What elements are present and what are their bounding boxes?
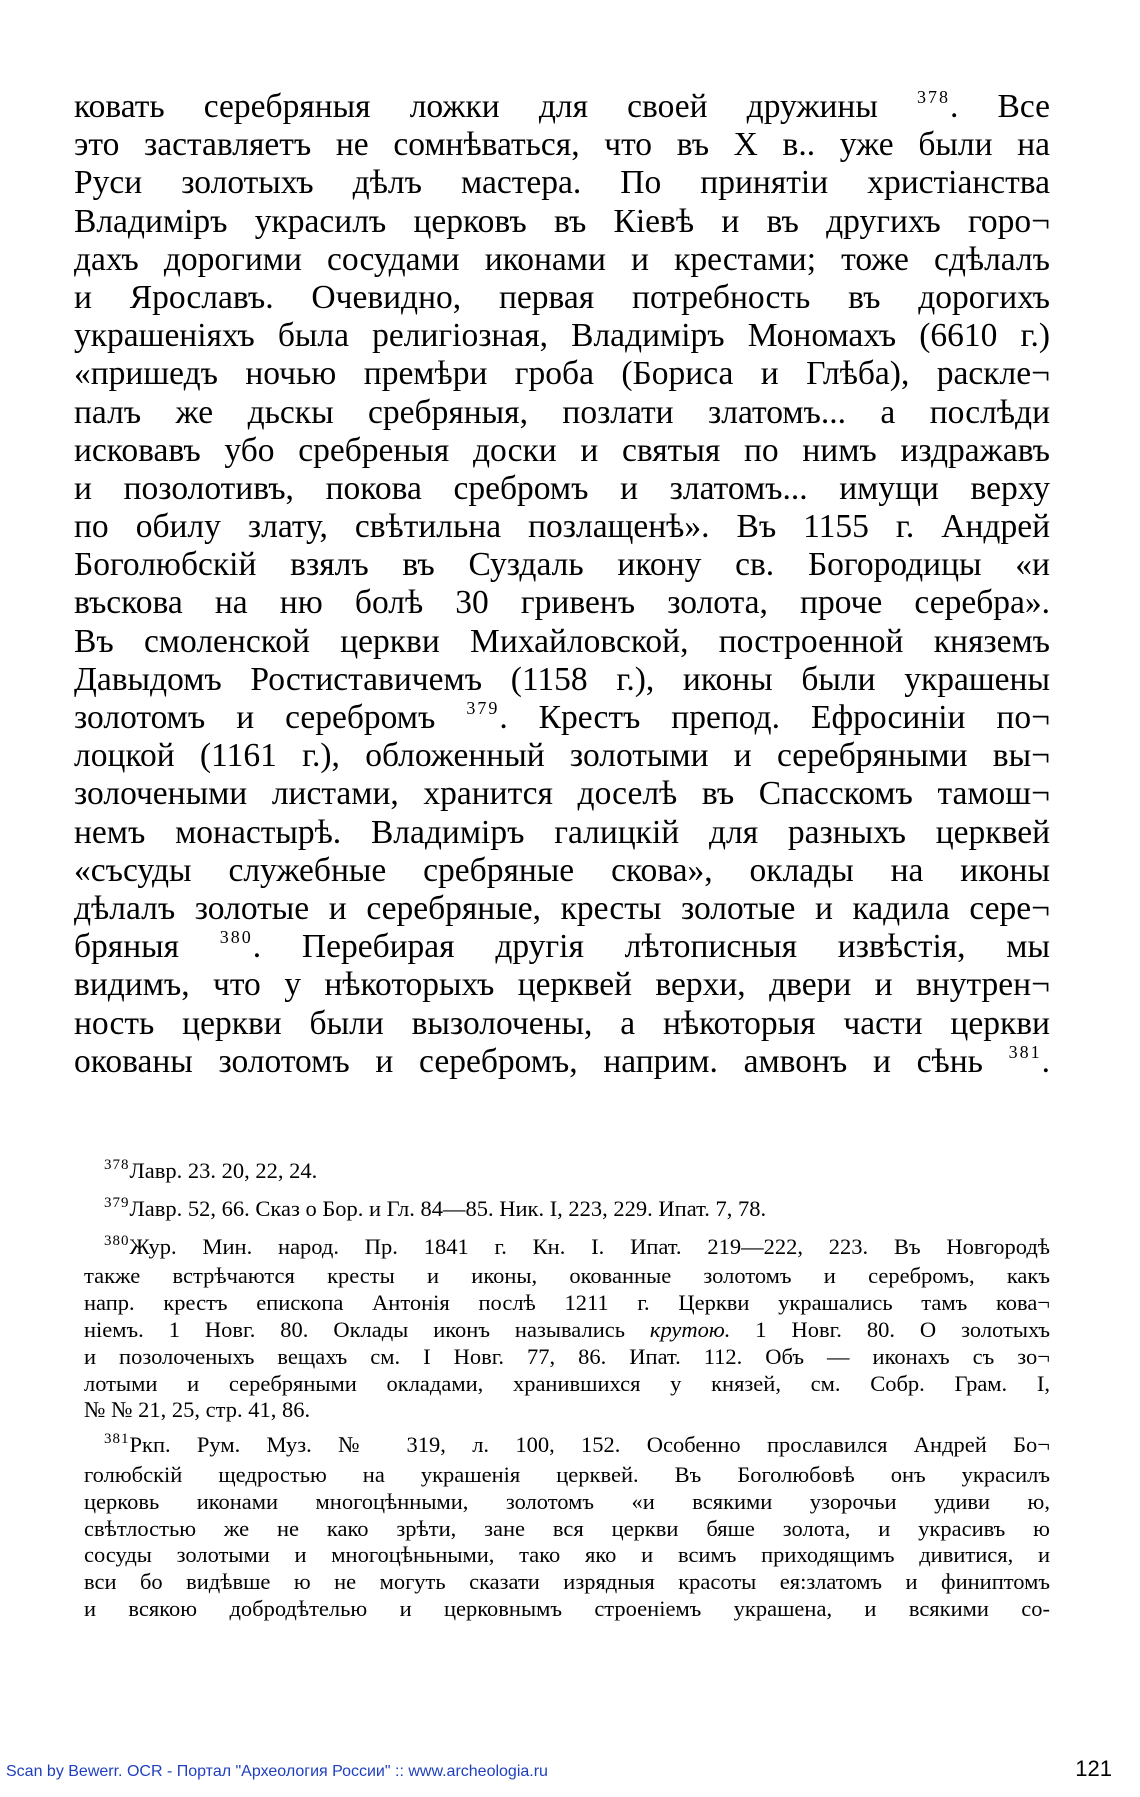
body-line: Владиміръ украсилъ церковъ въ Кіевѣ и въ другихъ горо¬ [74,202,1050,240]
body-line: видимъ, что у нѣкоторыхъ церквей верхи, двери и внутрен¬ [74,966,1050,1004]
body-line: по обилу злату, свѣтильна позлащенѣ». Въ 1155 г. Андрей [74,508,1050,546]
main-text [74,88,1050,1081]
body-line: въскова на ню болѣ 30 гривенъ золота, проче серебра». [74,584,1050,622]
body-line: Боголюбскій взялъ въ Суздаль икону св. Богородицы «и [74,546,1050,584]
footnotes [84,1158,1050,1631]
footnote-378: $^{378}$Лавр. 23. 20, 22, 24. [104,1157,318,1183]
footnote-ref-381[interactable]: 381 [1008,1041,1042,1062]
body-line: ковать серебряныя ложки для своей дружины $^{378}$. Все [74,87,1051,125]
footnote-number: 379 [104,1194,130,1211]
body-line: и Ярославъ. Очевидно, первая потребность въ дорогихъ [74,278,1050,316]
body-line: это заставляетъ не сомнѣваться, что въ X в.. уже были на [74,126,1050,164]
body-line: золочеными листами, хранится доселѣ въ Спасскомъ тамош¬ [74,775,1050,813]
body-line: Въ смоленской церкви Михайловской, построенной княземъ [74,622,1050,660]
footnote-ref-380[interactable]: 380 [219,927,253,948]
body-line: дахъ дорогими сосудами иконами и крестами; тоже сдѣлалъ [74,240,1050,278]
footnote-number: 380 [104,1232,130,1249]
body-line: немъ монастырѣ. Владиміръ галицкій для разныхъ церквей [74,813,1050,851]
body-line: бряныя $^{380}$. Перебирая другія лѣтописныя извѣстія, мы [74,927,1050,966]
body-line: «съсуды служебные сребряные скова», оклады на иконы [74,851,1050,889]
page-number: 121 [1075,1756,1112,1781]
body-line: лоцкой (1161 г.), обложенный золотыми и серебряными вы¬ [74,737,1050,775]
body-line: украшеніяхъ была религіозная, Владиміръ Мономахъ (6610 г.) [74,317,1050,355]
scan-source-link[interactable]: Scan by Bewerr. OCR - Портал "Археология России" :: www.archeologia.ru [6,1763,548,1780]
footnote-381: $^{381}$Ркп. Рум. Муз. № 319, л. 100, 152. Особенно прославился Андрей Бо¬ голюбскій щедростью на украшенія церквей. Въ Боголюбовѣ онъ украсилъ церковь иконами многоцѣнными, золотомъ «и всякими узорочьи удиви ю, свѣтлостью же не како зрѣти, зане вся церкви бяше золота, и украсивъ ю сосуды золотыми и многоцѣньными, тако яко и всимъ приходящимъ дивитися, и вси бо видѣвше ю не могуть сказати изрядныя красоты ея:златомъ и финиптомъ и всякою добродѣтелью и церковнымъ строеніемъ украшена, и всякими со- [84,1431,1050,1621]
footnote-ref-379[interactable]: 379 [466,698,500,718]
body-line: ность церкви были вызолочены, а нѣкоторыя части церкви [74,1004,1050,1042]
footnote-number: 378 [104,1157,130,1173]
body-line: палъ же дьскы сребряныя, позлати златомъ... а послѣди [74,393,1050,431]
footnote-ref-378[interactable]: 378 [917,87,950,107]
footnote-379: $^{379}$Лавр. 52, 66. Сказ о Бор. и Гл. 84—85. Ник. I, 223, 229. Ипат. 7, 78. [104,1194,767,1221]
body-line: дѣлалъ золотые и серебряные, кресты золотые и кадила сере¬ [74,889,1050,927]
body-line: золотомъ и серебромъ $^{379}$. Крестъ препод. Ефросиніи по¬ [74,698,1051,736]
footnote-380: $^{380}$Жур. Мин. народ. Пр. 1841 г. Кн. I. Ипат. 219—222, 223. Въ Новгородѣ также встрѣчаются кресты и иконы, окованные золотомъ и серебромъ, какъ напр. крестъ епископа Антонія послѣ 1211 г. Церкви украшались тамъ кова¬ ніемъ. 1 Новг. 80. Оклады иконъ назывались крутою. 1 Новг. 80. О золотыхъ и позолоченыхъ вещахъ см. I Новг. 77, 86. Ипат. 112. Объ — иконахъ съ зо¬ лотыми и серебряными окладами, хранившихся у князей, см. Собр. Грам. I, № № 21, 25, стр. 41, 86. [84,1232,1050,1423]
body-line: Давыдомъ Ростиставичемъ (1158 г.), иконы были украшены [74,660,1050,698]
body-line: Руси золотыхъ дѣлъ мастера. По принятіи христіанства [74,164,1050,202]
body-line: и позолотивъ, покова сребромъ и златомъ... имущи верху [74,469,1050,507]
body-line: исковавъ убо сребреныя доски и святыя по нимъ издражавъ [74,431,1050,469]
body-line: «пришедъ ночью премѣри гроба (Бориса и Глѣба), раскле¬ [74,355,1050,393]
footnote-number: 381 [104,1431,130,1448]
body-line: окованы золотомъ и серебромъ, наприм. амвонъ и сѣнь $^{381}$. [74,1041,1050,1080]
